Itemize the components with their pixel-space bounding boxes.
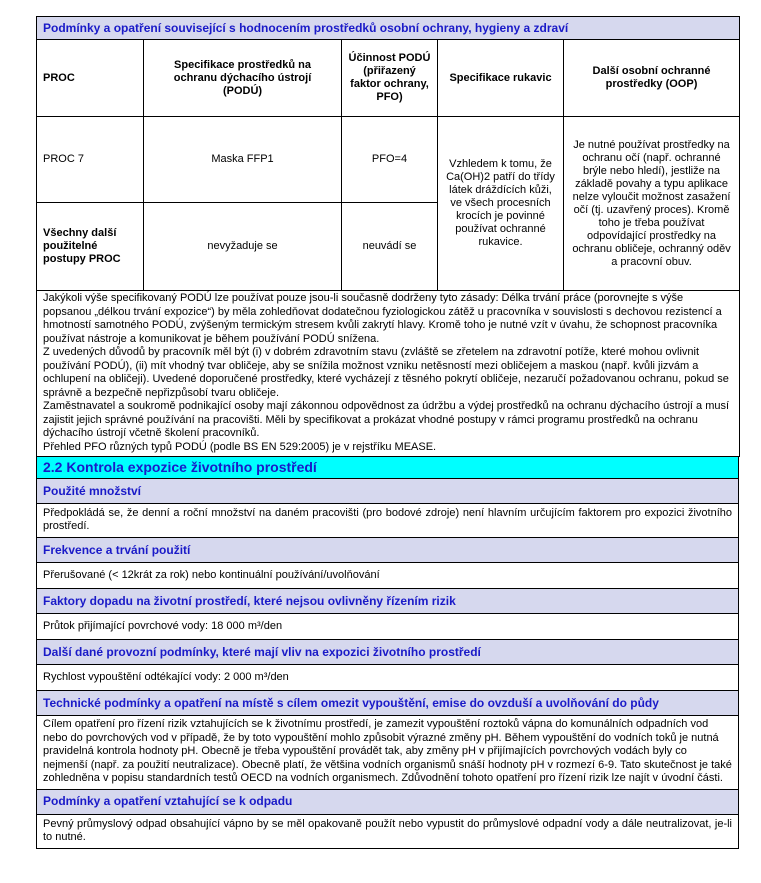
efficiency-cell: PFO=4 [342, 117, 438, 203]
ppe-table [36, 16, 740, 457]
block-text-impact-factors: Průtok přijímající povrchové vody: 18 000 m³/den [37, 614, 739, 640]
col-header-gloves: Specifikace rukavic [438, 40, 564, 117]
block-header-waste: Podmínky a opatření vztahující se k odpadu [37, 789, 739, 814]
note-paragraph: Z uvedených důvodů by pracovník měl být (i) v dobrém zdravotním stavu (zvláště se zřetelem na zdravotní potíže, které mohou ovlivnit používání PODÚ), (ii) mít vhodný tvar obličeje, aby se snížila možnost vzniku netěsností mezi obličejem a maskou (např. kvůli jizvám a ochlupení na obličeji). Uvedené doporučené prostředky, které vycházejí z těsného pokrytí obličeje, nezaručí požadovanou ochranu, pokud se správně a bezpečně nepřizpůsobí tvaru obličeje. [43, 346, 729, 399]
block-header-amount: Použité množství [37, 479, 739, 504]
block-header-operating-conditions: Další dané provozní podmínky, které mají vliv na expozici životního prostředí [37, 640, 739, 665]
block-header-frequency: Frekvence a trvání použití [37, 538, 739, 563]
note-paragraph: Přehled PFO různých typů PODÚ (podle BS EN 529:2005) je v rejstříku MEASE. [43, 440, 437, 453]
environment-section-title: 2.2 Kontrola expozice životního prostředí [37, 457, 739, 479]
respirator-cell: Maska FFP1 [144, 117, 342, 203]
proc-cell: Všechny další použitelné postupy PROC [37, 203, 144, 291]
block-text-waste: Pevný průmyslový odpad obsahující vápno by se měl opakovaně použít nebo vypustit do průmyslové odpadní vody a dále neutralizovat, je-li to nutné. [37, 814, 739, 848]
col-header-respirator: Specifikace prostředků na ochranu dýchacího ústrojí (PODÚ) [144, 40, 342, 117]
respirator-cell: nevyžaduje se [144, 203, 342, 291]
note-paragraph: Zaměstnavatel a soukromě podnikající osoby mají zákonnou odpovědnost za údržbu a výdej prostředků na ochranu dýchacího ústrojí a musí zajistit jejich správné používání na pracovišti. Měli by specifikovat a prokázat vhodné postupy v rámci programu prostředků na ochranu dýchacího ústrojí včetně školení pracovníků. [43, 400, 730, 439]
note-paragraph: Jakýkoli výše specifikovaný PODÚ lze používat pouze jsou-li současně dodrženy tyto zásady: Délka trvání práce (porovnejte s výše popsanou „délkou trvání expozice“) by měla zohledňovat dodatečnou fyziologickou zátěž u pracovníka v souvislosti s dechovou rezistencí a hmotností samotného PODÚ, zvýšeným termickým stresem kvůli zakrytí hlavy. Kromě toho je nutné vzít v úvahu, že schopnost pracovníka používat nástroje a komunikovat je během používání PODÚ snížena. [43, 292, 722, 345]
block-header-impact-factors: Faktory dopadu na životní prostředí, které nejsou ovlivněny řízením rizik [37, 589, 739, 614]
col-header-efficiency: Účinnost PODÚ (přiřazený faktor ochrany, PFO) [342, 40, 438, 117]
block-text-operating-conditions: Rychlost vypouštění odtékající vody: 2 000 m³/den [37, 665, 739, 691]
document-page [36, 16, 739, 849]
other-ppe-cell: Je nutné používat prostředky na ochranu očí (např. ochranné brýle nebo hledí), jestliže na základě povahy a typu aplikace nelze vyloučit možnost zasažení očí (tj. uzavřený proces). Kromě toho je třeba používat odpovídající prostředky na ochranu obličeje, ochranný oděv a pracovní obuv. [564, 117, 740, 291]
block-text-frequency: Přerušované (< 12krát za rok) nebo kontinuální používání/uvolňování [37, 563, 739, 589]
ppe-section-header: Podmínky a opatření související s hodnocením prostředků osobní ochrany, hygieny a zdraví [37, 17, 740, 40]
block-text-amount: Předpokládá se, že denní a roční množství na daném pracovišti (pro bodové zdroje) není hlavním určujícím faktorem pro expozici životního prostředí. [37, 504, 739, 538]
block-text-technical-measures: Cílem opatření pro řízení rizik vztahujících se k životnímu prostředí, je zamezit vypouštění roztoků vápna do komunálních odpadních vod nebo do povrchových vod v případě, že by toto vypouštění mohlo způsobit výrazné změny pH. Během vypouštění do vodních toků je nutná pravidelná kontrola hodnoty pH. Obecně je třeba vypouštění provádět tak, aby změny pH v přijímajících povrchových vodách byly co nejmenší (např. za použití neutralizace). Obecně platí, že většina vodních organismů snáší hodnoty pH v rozmezí 6-9. Tato skutečnost je také zohledněna v popisu standardních testů OECD na vodních organismech. Zdůvodnění tohoto opatření pro řízení rizik lze najít v úvodní části. [37, 716, 739, 790]
col-header-proc: PROC [37, 40, 144, 117]
proc-cell: PROC 7 [37, 117, 144, 203]
block-header-technical-measures: Technické podmínky a opatření na místě s cílem omezit vypouštění, emise do ovzduší a uvolňování do půdy [37, 691, 739, 716]
col-header-other-ppe: Další osobní ochranné prostředky (OOP) [564, 40, 740, 117]
environment-table [36, 456, 739, 849]
gloves-cell: Vzhledem k tomu, že Ca(OH)2 patří do třídy látek dráždících kůži, ve všech procesních krocích je povinné používat ochranné rukavice. [438, 117, 564, 291]
respirator-notes [37, 291, 740, 457]
efficiency-cell: neuvádí se [342, 203, 438, 291]
